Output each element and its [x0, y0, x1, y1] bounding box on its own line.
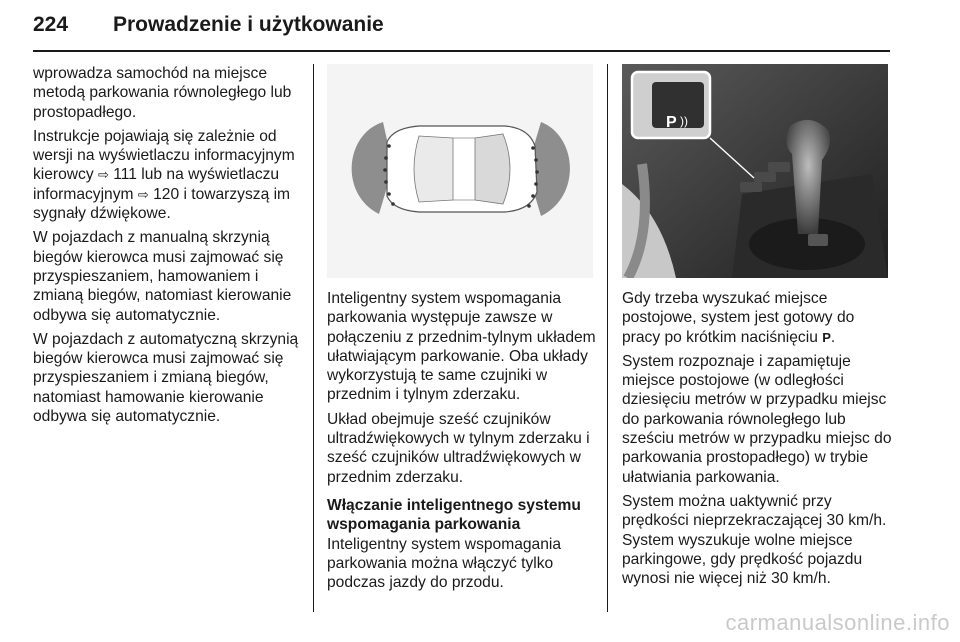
column-divider [313, 64, 314, 612]
paragraph-text: Instrukcje pojawiają się zależnie od wersji na wyświetlaczu informacyjnym kierowcy [33, 127, 295, 184]
figure-car-sensor-zones [327, 64, 593, 278]
watermark: carmanualsonline.info [725, 610, 950, 635]
paragraph: W pojazdach z manualną skrzynią biegów kierowca musi zajmować się przyspieszaniem, hamowaniem i zmianą biegów, natomiast kierowanie odbywa się automatycznie. [33, 229, 292, 324]
page-number: 224 [33, 13, 69, 36]
figure-center-console-button [622, 64, 888, 278]
paragraph: W pojazdach z automatyczną skrzynią biegów kierowca musi zajmować się przyspieszaniem i zmianą biegów, natomiast hamowanie kierowanie odbywa się automatycznie. [33, 330, 299, 426]
paragraph-text: 120 i towarzyszą im sygnały dźwiękowe. [33, 185, 291, 223]
paragraph: System rozpoznaje i zapamiętuje miejsce postojowe (w odległości dziesięciu metrów w przypadku miejsc do parkowania równoległego lub sześciu metrów w przypadku miejsc do parkowania prostopadłego) w trybie ułatwiania parkowania. [622, 352, 892, 486]
column-2 [327, 289, 599, 597]
paragraph: System można uaktywnić przy prędkości nieprzekraczającej 30 km/h. System wyszukuje wolne miejsce parkingowe, gdy prędkość pojazdu wynosi nie więcej niż 30 km/h. [622, 492, 887, 588]
page-reference-arrow-icon[interactable]: ⇨ [98, 167, 109, 183]
paragraph-text: 111 lub na wyświetlaczu informacyjnym [33, 166, 280, 203]
section-subheading: Włączanie inteligentnego systemu wspomagania parkowania [327, 496, 581, 534]
console-photo-illustration [622, 64, 888, 278]
paragraph [622, 289, 892, 347]
paragraph: wprowadza samochód na miejsce metodą parkowania równoległego lub prostopadłego. [33, 65, 292, 121]
car-body [387, 126, 537, 212]
page-header [33, 10, 890, 52]
park-assist-button-icon[interactable]: P [666, 114, 677, 131]
park-assist-symbol-icon: P [822, 329, 831, 345]
paragraph-text: . [830, 328, 836, 346]
paragraph: Układ obejmuje sześć czujników ultradźwiękowych w tylnym zderzaku i sześć czujników ultradźwiękowych w przednim zderzaku. [327, 410, 590, 486]
paragraph [33, 127, 303, 223]
paragraph: Inteligentny system wspomagania parkowania występuje zawsze w połączeniu z przednim-tylnym układem ułatwiającym parkowanie. Oba układy wykorzystują te same czujniki w przednim i tylnym zderzaku. [327, 290, 596, 404]
page-reference-arrow-icon[interactable]: ⇨ [137, 186, 149, 202]
paragraph-text: Gdy trzeba wyszukać miejsce postojowe, system jest gotowy do pracy po krótkim naciśnięciu [622, 290, 855, 346]
column-1 [33, 64, 303, 431]
car-top-view-illustration [327, 64, 593, 278]
column-divider [607, 64, 608, 612]
paragraph: Inteligentny system wspomagania parkowania można włączyć tylko podczas jazdy do przodu. [327, 535, 562, 592]
column-3 [622, 289, 892, 593]
sensor-wave-icon: )) [680, 114, 688, 128]
chapter-title: Prowadzenie i użytkowanie [113, 13, 384, 36]
